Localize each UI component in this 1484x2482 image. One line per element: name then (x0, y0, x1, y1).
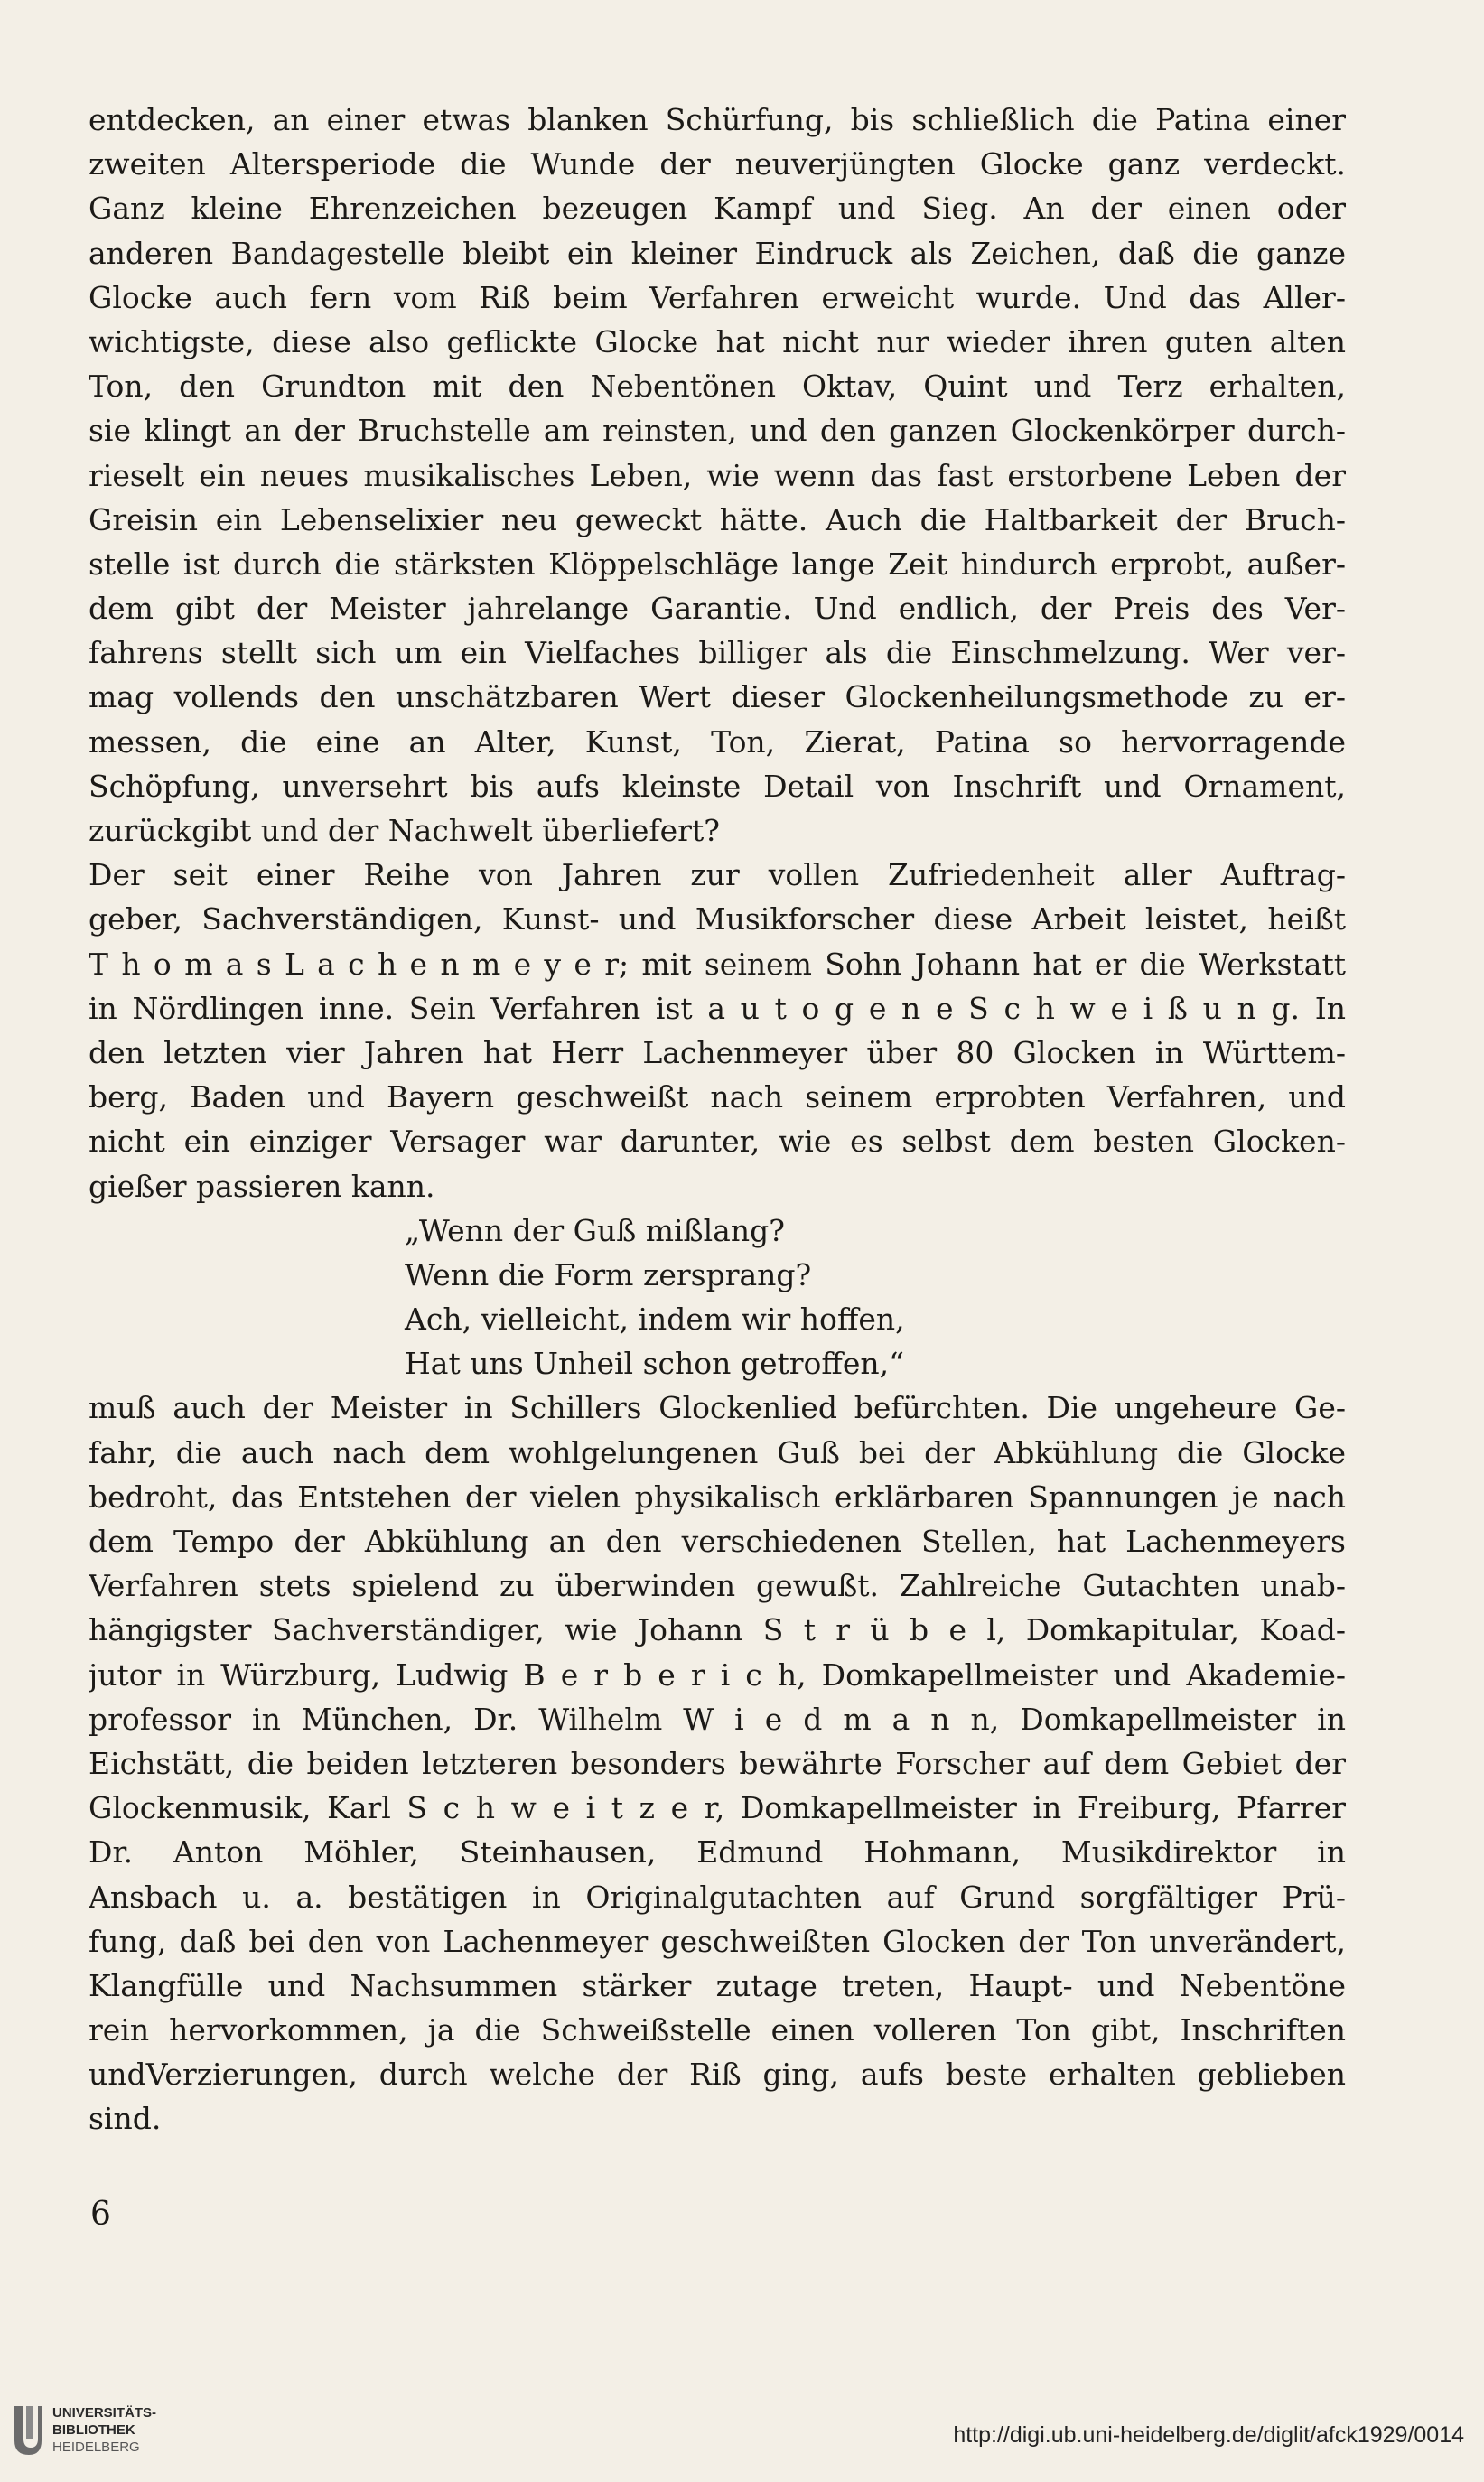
verse-line: „Wenn der Guß mißlang? (405, 1212, 785, 1248)
body-text (89, 98, 1346, 2141)
text-line: T h o m a s L a c h e n m e y e r; mit seinem Sohn Johann hat er die Werkstatt (89, 946, 1346, 982)
text-line: Glocke auch fern vom Riß beim Verfahren erweicht wurde. Und das Aller- (89, 279, 1346, 315)
text-line: professor in München, Dr. Wilhelm W i e d m a n n, Domkapellmeister in (89, 1701, 1346, 1737)
verse-line: Ach, vielleicht, indem wir hoffen, (405, 1302, 905, 1338)
text-line: in Nördlingen inne. Sein Verfahren ist a u t o g e n e S c h w e i ß u n g. In (89, 990, 1346, 1026)
text-line: zweiten Altersperiode die Wunde der neuverjüngten Glocke ganz verdeckt. (89, 146, 1346, 182)
text-line: Verfahren stets spielend zu überwinden gewußt. Zahlreiche Gutachten unab- (89, 1568, 1346, 1604)
text-line: stelle ist durch die stärksten Klöppelschläge lange Zeit hindurch erprobt, außer- (89, 546, 1346, 582)
text-line: mag vollends den unschätzbaren Wert dieser Glockenheilungsmethode zu er- (89, 679, 1346, 715)
text-line: Ton, den Grundton mit den Nebentönen Oktav, Quint und Terz erhalten, (89, 369, 1346, 405)
text-line: geber, Sachverständigen, Kunst- und Musikforscher diese Arbeit leistet, heißt (89, 901, 1346, 938)
library-name-line: BIBLIOTHEK (52, 2422, 135, 2438)
text-line: Eichstätt, die beiden letzteren besonders bewährte Forscher auf dem Gebiet der (89, 1745, 1346, 1781)
text-line: Dr. Anton Möhler, Steinhausen, Edmund Hohmann, Musikdirektor in (89, 1834, 1346, 1871)
text-line: jutor in Würzburg, Ludwig B e r b e r i c h, Domkapellmeister und Akademie- (89, 1656, 1346, 1693)
text-line: undVerzierungen, durch welche der Riß ging, aufs beste erhalten geblieben (89, 2057, 1346, 2093)
text-line: rein hervorkommen, ja die Schweißstelle einen volleren Ton gibt, Inschriften (89, 2012, 1346, 2048)
text-line: anderen Bandagestelle bleibt ein kleiner Eindruck als Zeichen, daß die ganze (89, 235, 1346, 271)
text-line: gießer passieren kann. (89, 1168, 435, 1204)
source-url-link[interactable]: http://digi.ub.uni-heidelberg.de/diglit/afck1929/0014 (953, 2422, 1464, 2448)
library-name (52, 2404, 156, 2456)
text-line: wichtigste, diese also geflickte Glocke hat nicht nur wieder ihren guten alten (89, 323, 1346, 359)
text-line: Greisin ein Lebenselixier neu geweckt hätte. Auch die Haltbarkeit der Bruch- (89, 501, 1346, 537)
text-line: muß auch der Meister in Schillers Glockenlied befürchten. Die ungeheure Ge- (89, 1390, 1346, 1426)
page-number: 6 (90, 2196, 111, 2233)
text-line: nicht ein einziger Versager war darunter, wie es selbst dem besten Glocken- (89, 1124, 1346, 1160)
text-line: zurückgibt und der Nachwelt überliefert? (89, 813, 720, 848)
text-line: Ansbach u. a. bestätigen in Originalgutachten auf Grund sorgfältiger Prü- (89, 1879, 1346, 1915)
library-name-line: UNIVERSITÄTS- (52, 2405, 157, 2421)
text-line: hängigster Sachverständiger, wie Johann S t r ü b e l, Domkapitular, Koad- (89, 1612, 1346, 1648)
text-line: bedroht, das Entstehen der vielen physikalisch erklärbaren Spannungen je nach (89, 1479, 1346, 1515)
text-line: Schöpfung, unversehrt bis aufs kleinste Detail von Inschrift und Ornament, (89, 768, 1346, 804)
text-line: sind. (89, 2101, 162, 2137)
text-line: berg, Baden und Bayern geschweißt nach seinem erprobten Verfahren, und (89, 1079, 1346, 1115)
text-line: Glockenmusik, Karl S c h w e i t z e r, Domkapellmeister in Freiburg, Pfarrer (89, 1790, 1346, 1826)
text-line: Klangfülle und Nachsummen stärker zutage treten, Haupt- und Nebentöne (89, 1967, 1346, 2003)
text-line: fahr, die auch nach dem wohlgelungenen Guß bei der Abkühlung die Glocke (89, 1434, 1346, 1470)
text-line: dem gibt der Meister jahrelange Garantie. Und endlich, der Preis des Ver- (89, 591, 1346, 627)
text-line: sie klingt an der Bruchstelle am reinsten, und den ganzen Glockenkörper durch- (89, 413, 1346, 449)
text-line: rieselt ein neues musikalisches Leben, wie wenn das fast erstorbene Leben der (89, 457, 1346, 493)
library-logo-icon (11, 2403, 43, 2457)
library-name-line: HEIDELBERG (52, 2440, 140, 2455)
text-line: messen, die eine an Alter, Kunst, Ton, Zierat, Patina so hervorragende (89, 723, 1346, 760)
verse-line: Hat uns Unheil schon getroffen,“ (405, 1346, 905, 1382)
text-line: entdecken, an einer etwas blanken Schürfung, bis schließlich die Patina einer (89, 102, 1346, 137)
text-line: fahrens stellt sich um ein Vielfaches billiger als die Einschmelzung. Wer ver- (89, 635, 1346, 671)
text-line: Der seit einer Reihe von Jahren zur vollen Zufriedenheit aller Auftrag- (89, 857, 1346, 893)
text-line: Ganz kleine Ehrenzeichen bezeugen Kampf und Sieg. An der einen oder (89, 191, 1346, 227)
verse-line: Wenn die Form zersprang? (405, 1256, 812, 1292)
text-line: den letzten vier Jahren hat Herr Lachenmeyer über 80 Glocken in Württem- (89, 1034, 1346, 1070)
text-line: dem Tempo der Abkühlung an den verschiedenen Stellen, hat Lachenmeyers (89, 1524, 1346, 1559)
text-line: fung, daß bei den von Lachenmeyer geschweißten Glocken der Ton unverändert, (89, 1923, 1346, 1959)
